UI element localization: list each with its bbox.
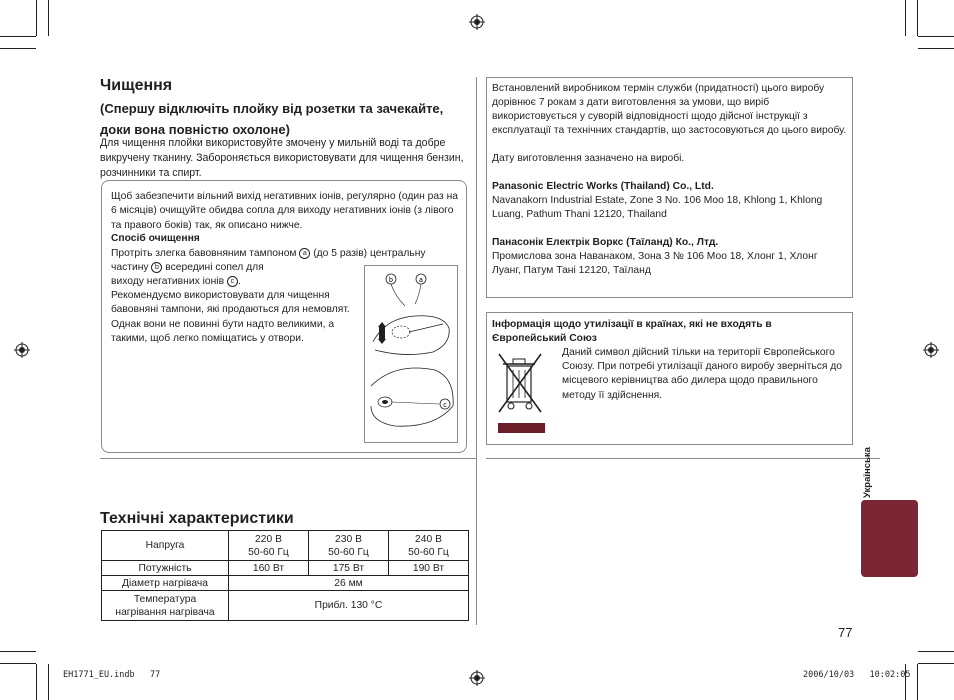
specs-heading: Технічні характеристики	[100, 510, 294, 527]
label-a-marker: a	[299, 248, 310, 259]
manufacture-date-text: Дату виготовлення зазначено на виробі.	[492, 153, 685, 164]
crop-mark	[0, 651, 36, 652]
temperature-label-line1: Температура	[133, 593, 197, 605]
page-number: 77	[838, 625, 853, 640]
crop-mark	[917, 664, 918, 700]
language-tab	[861, 500, 918, 577]
power-value: 160 Вт	[229, 561, 309, 576]
crop-mark	[36, 0, 37, 36]
method-text: виходу негативних іонів	[111, 276, 225, 288]
service-life-content	[492, 82, 847, 278]
crop-mark	[917, 0, 918, 36]
left-column-divider	[100, 458, 477, 459]
voltage-cell	[309, 531, 389, 561]
crop-mark	[48, 664, 49, 700]
power-label: Потужність	[102, 561, 229, 576]
power-value: 175 Вт	[309, 561, 389, 576]
crop-mark	[918, 651, 954, 652]
cleaning-method-line1	[111, 247, 461, 261]
crop-mark	[48, 0, 49, 36]
language-tab-label: Українська	[862, 447, 873, 498]
footer-file-info: EH1771_EU.indb 77	[63, 670, 161, 680]
crop-mark	[36, 664, 37, 700]
disposal-text: Даний символ дійсний тільки на території Європейського Союзу. При потребі утилізації даного виробу зверніться до місцевого керівництва або дилера щодо правильного методу її здійснення.	[562, 347, 843, 401]
company-name-ua: Панасонік Електрік Воркс (Таїланд) Ко., Лтд.	[492, 237, 719, 248]
nozzle-illustration	[364, 265, 458, 443]
table-row	[102, 576, 469, 591]
temperature-value: Прибл. 130 °C	[229, 591, 469, 621]
company-address-ua: Промислова зона Наванаком, Зона 3 № 106 Моо 18, Хлонг 1, Хлонг Луанг, Патум Тані 12120, Таїланд	[492, 251, 818, 276]
temperature-label-line2: нагрівання нагрівача	[115, 606, 215, 618]
service-life-box	[486, 77, 853, 298]
label-b-marker: b	[151, 262, 162, 273]
company-address-en: Navanakorn Industrial Estate, Zone 3 No. 106 Moo 18, Khlong 1, Khlong Luang, Pathum Thani 12120, Thailand	[492, 195, 823, 220]
disposal-heading: Інформація щодо утилізації в країнах, які не входять в Європейський Союз	[492, 319, 772, 344]
cleaning-heading: Чищення	[100, 77, 173, 94]
temperature-label	[102, 591, 229, 621]
method-text: (до 5 разів) центральну	[313, 248, 426, 259]
curler-nozzle-illustration-icon	[365, 266, 457, 442]
voltage-cell	[229, 531, 309, 561]
ion-cleaning-text: Щоб забезпечити вільний вихід негативних іонів, регулярно (один раз на 6 місяців) очищуйте обидва сопла для виходу негативних іонів (з лівого та правого боків) так, як описано нижче.	[111, 191, 458, 231]
crop-mark	[905, 0, 906, 36]
method-text: частину	[111, 262, 149, 273]
cleaning-subheading	[100, 98, 470, 140]
frequency-value: 50-60 Гц	[408, 546, 449, 558]
method-text: Протріть злегка бавовняним тампоном	[111, 248, 297, 259]
cleaning-method-heading: Спосіб очищення	[111, 233, 200, 244]
figure-label-a: a	[419, 277, 423, 284]
footer-timestamp: 2006/10/03 10:02:05	[803, 670, 911, 680]
registration-mark-icon	[469, 14, 485, 30]
crop-mark	[918, 48, 954, 49]
voltage-cell	[389, 531, 469, 561]
frequency-value: 50-60 Гц	[328, 546, 369, 558]
diameter-label: Діаметр нагрівача	[102, 576, 229, 591]
cleaning-method-line2: частину b всередині сопел для виходу негативних іонів c .	[111, 262, 264, 288]
frequency-value: 50-60 Гц	[248, 546, 289, 558]
right-column-divider	[486, 458, 880, 459]
voltage-label: Напруга	[102, 531, 229, 561]
figure-label-c: c	[443, 402, 447, 409]
power-value: 190 Вт	[389, 561, 469, 576]
diameter-value: 26 мм	[229, 576, 469, 591]
registration-mark-icon	[923, 342, 939, 358]
crop-mark	[0, 36, 36, 37]
table-row	[102, 591, 469, 621]
voltage-value: 240 В	[415, 533, 442, 545]
registration-mark-icon	[14, 342, 30, 358]
label-c-marker: c	[227, 276, 238, 287]
voltage-value: 230 В	[335, 533, 362, 545]
crop-mark	[0, 663, 36, 664]
crossed-bin-icon	[493, 348, 549, 420]
cleaning-intro: Для чищення плойки використовуйте змочену у мильній воді та добре викручену тканину. Забороняється використовувати для чищення бензин, розчинники та спирт.	[100, 137, 464, 179]
column-divider	[476, 77, 477, 625]
cleaning-recommendation: Рекомендуємо використовувати для чищення бавовняні тампони, які продаються для немовлят. Однак вони не повинні бути надто великими, а такими, щоб легко поміщатись у отвори.	[111, 290, 350, 344]
crop-mark	[0, 48, 36, 49]
company-name-en: Panasonic Electric Works (Thailand) Co., Ltd.	[492, 181, 714, 192]
figure-label-b: b	[389, 277, 393, 284]
cleaning-subheading-line1: (Спершу відключіть плойку від розетки та зачекайте,	[100, 101, 444, 116]
voltage-value: 220 В	[255, 533, 282, 545]
service-life-text: Встановлений виробником термін служби (придатності) цього виробу дорівнює 7 рокам з дати виготовлення за умови, що виріб використовується у суворій відповідності щодо дійсної інструкції з експлуатації та технічних стандартів, що застосовуються до цього виробу.	[492, 83, 847, 136]
weee-bar	[498, 423, 545, 433]
specs-table	[101, 530, 469, 621]
cleaning-subheading-line2: доки вона повністю охолоне)	[100, 122, 290, 137]
table-row	[102, 531, 469, 561]
crop-mark	[918, 36, 954, 37]
table-row	[102, 561, 469, 576]
registration-mark-icon	[469, 670, 485, 686]
method-text: всередині сопел для	[165, 262, 264, 273]
crop-mark	[918, 663, 954, 664]
